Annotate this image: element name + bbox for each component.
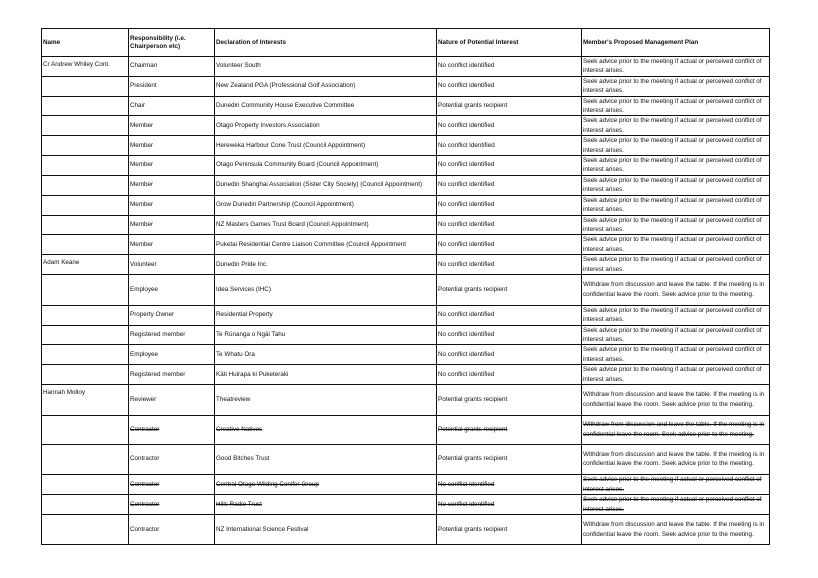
management-plan-cell: Withdraw from discussion and leave the table. If the meeting is in confidential leave the room. Seek advice prior to the meeting. [582, 444, 770, 475]
table-row [42, 365, 770, 385]
responsibility-cell: Contractor [129, 444, 215, 475]
nature-cell: No conflict identified [437, 305, 582, 325]
table-row [42, 415, 770, 444]
declaration-cell: Central Otago Wilding Conifer Group [215, 475, 437, 495]
member-name-cell [42, 444, 129, 475]
member-name-cell [42, 475, 129, 495]
nature-cell: Potential grants recipient [437, 274, 582, 305]
table-row [42, 116, 770, 136]
member-name-cell [42, 116, 129, 136]
table-row [42, 345, 770, 365]
management-plan-cell: Seek advice prior to the meeting if actual or perceived conflict of interest arises. [582, 305, 770, 325]
responsibility-cell: Contractor [129, 515, 215, 545]
table-row [42, 274, 770, 305]
declaration-cell: Te Whatu Ora [215, 345, 437, 365]
responsibility-cell: Property Owner [129, 305, 215, 325]
table-row [42, 195, 770, 215]
table-row [42, 475, 770, 495]
nature-cell: No conflict identified [437, 365, 582, 385]
nature-cell: No conflict identified [437, 57, 582, 77]
table-row [42, 175, 770, 195]
member-name-cell [42, 76, 129, 96]
responsibility-cell: Employee [129, 274, 215, 305]
responsibility-cell: Member [129, 116, 215, 136]
table-row [42, 384, 770, 415]
member-name-cell [42, 495, 129, 515]
declaration-cell: Otago Property Investors Association [215, 116, 437, 136]
member-name-cell [42, 136, 129, 156]
declaration-cell: Kāti Huirapa ki Puketeraki [215, 365, 437, 385]
declaration-cell: NZ Masters Games Trust Board (Council Appointment) [215, 215, 437, 235]
management-plan-cell: Seek advice prior to the meeting if actual or perceived conflict of interest arises. [582, 57, 770, 77]
declaration-cell: Idea Services (IHC) [215, 274, 437, 305]
member-name-cell [42, 235, 129, 255]
header-management-plan: Member's Proposed Management Plan [582, 29, 770, 57]
member-name-cell [42, 195, 129, 215]
header-declaration: Declaration of Interests [215, 29, 437, 57]
management-plan-cell: Seek advice prior to the meeting if actual or perceived conflict of interest arises. [582, 215, 770, 235]
nature-cell: No conflict identified [437, 195, 582, 215]
nature-cell: No conflict Identified [437, 136, 582, 156]
management-plan-cell: Seek advice prior to the meeting if actual or perceived conflict of interest arises. [582, 235, 770, 255]
management-plan-cell: Seek advice prior to the meeting if actual or perceived conflict of interest arises. [582, 96, 770, 116]
header-name: Name [42, 29, 129, 57]
responsibility-cell: Registered member [129, 365, 215, 385]
nature-cell: Potential grants recipient [437, 415, 582, 444]
declaration-cell: Dunedin Pride Inc. [215, 255, 437, 275]
responsibility-cell: Registered member [129, 325, 215, 345]
header-responsibility: Responsibility (i.e. Chairperson etc) [129, 29, 215, 57]
table-row [42, 444, 770, 475]
member-name-cell [42, 415, 129, 444]
responsibility-cell: Member [129, 235, 215, 255]
member-name-cell [42, 365, 129, 385]
nature-cell: No conflict identified [437, 76, 582, 96]
management-plan-cell: Seek advice prior to the meeting if actual or perceived conflict of interest arises. [582, 136, 770, 156]
table-row [42, 255, 770, 275]
nature-cell: No conflict identified [437, 156, 582, 176]
nature-cell: No conflict identified [437, 345, 582, 365]
responsibility-cell: Volunteer [129, 255, 215, 275]
responsibility-cell: Member [129, 175, 215, 195]
declaration-cell: NZ International Science Festival [215, 515, 437, 545]
management-plan-cell: Withdraw from discussion and leave the table. If the meeting is in confidential leave the room. Seek advice prior to the meeting. [582, 515, 770, 545]
responsibility-cell: Reviewer [129, 384, 215, 415]
table-row [42, 305, 770, 325]
member-name-cell: Adam Keane [42, 255, 129, 275]
member-name-cell [42, 274, 129, 305]
table-row [42, 495, 770, 515]
member-name-cell [42, 156, 129, 176]
member-name-cell [42, 96, 129, 116]
member-group [42, 57, 770, 255]
table-row [42, 156, 770, 176]
member-name-cell: Hannah Molloy [42, 384, 129, 415]
declaration-cell: Puketai Residential Centre Liaison Committee (Council Appointment [215, 235, 437, 255]
nature-cell: No conflict identified [437, 175, 582, 195]
table-row [42, 325, 770, 345]
nature-cell: No conflict identified [437, 495, 582, 515]
responsibility-cell: Employee [129, 345, 215, 365]
responsibility-cell: Member [129, 136, 215, 156]
header-row [42, 29, 770, 57]
table-row [42, 515, 770, 545]
management-plan-cell: Seek advice prior to the meeting if actual or perceived conflict of interest arises. [582, 495, 770, 515]
declaration-cell: New Zealand PGA (Professional Golf Association) [215, 76, 437, 96]
responsibility-cell: Member [129, 215, 215, 235]
responsibility-cell: President [129, 76, 215, 96]
management-plan-cell: Seek advice prior to the meeting if actual or perceived conflict of interest arises. [582, 76, 770, 96]
nature-cell: No conflict identified [437, 116, 582, 136]
nature-cell: Potential grants recipient [437, 515, 582, 545]
table-row [42, 76, 770, 96]
responsibility-cell: Chair [129, 96, 215, 116]
member-group [42, 384, 770, 544]
table-row [42, 235, 770, 255]
management-plan-cell: Seek advice prior to the meeting if actual or perceived conflict of interest arises. [582, 345, 770, 365]
member-group [42, 255, 770, 385]
nature-cell: No conflict identified [437, 325, 582, 345]
member-name-cell [42, 515, 129, 545]
header-nature: Nature of Potential Interest [437, 29, 582, 57]
member-name-cell [42, 325, 129, 345]
member-name-cell [42, 175, 129, 195]
table-row [42, 136, 770, 156]
responsibility-cell: Contractor [129, 475, 215, 495]
nature-cell: Potential grants recipient [437, 96, 582, 116]
responsibility-cell: Contractor [129, 495, 215, 515]
management-plan-cell: Withdraw from discussion and leave the table. If the meeting is in confidential leave the room. Seek advice prior to the meeting. [582, 415, 770, 444]
member-name-cell [42, 345, 129, 365]
table-row [42, 96, 770, 116]
management-plan-cell: Seek advice prior to the meeting if actual or perceived conflict of interest arises. [582, 116, 770, 136]
management-plan-cell: Withdraw from discussion and leave the table. If the meeting is in confidential leave the room. Seek advice prior to the meeting. [582, 384, 770, 415]
declaration-cell: Dunedin Community House Executive Committee [215, 96, 437, 116]
management-plan-cell: Seek advice prior to the meeting if actual or perceived conflict of interest arises. [582, 255, 770, 275]
declaration-cell: Otago Peninsula Community Board (Council Appointment) [215, 156, 437, 176]
declaration-cell: Dunedin Shanghai Association (Sister City Society) (Council Appointment) [215, 175, 437, 195]
table-row [42, 57, 770, 77]
nature-cell: No conflict identified [437, 255, 582, 275]
management-plan-cell: Seek advice prior to the meeting if actual or perceived conflict of interest arises. [582, 175, 770, 195]
management-plan-cell: Seek advice prior to the meeting if actual or perceived conflict of interest arises. [582, 365, 770, 385]
interests-register-table [41, 28, 770, 545]
nature-cell: No conflict identified [437, 215, 582, 235]
responsibility-cell: Chairman [129, 57, 215, 77]
management-plan-cell: Withdraw from discussion and leave the table. If the meeting is in confidential leave the room. Seek advice prior to the meeting. [582, 274, 770, 305]
member-name-cell: Cr Andrew Whiley Cont. [42, 57, 129, 77]
member-name-cell [42, 215, 129, 235]
nature-cell: Potential grants recipient [437, 444, 582, 475]
declaration-cell: Grow Dunedin Partnership (Council Appointment) [215, 195, 437, 215]
declaration-cell: Residential Property [215, 305, 437, 325]
management-plan-cell: Seek advice prior to the meeting if actual or perceived conflict of interest arises. [582, 156, 770, 176]
responsibility-cell: Member [129, 156, 215, 176]
management-plan-cell: Seek advice prior to the meeting if actual or perceived conflict of interest arises. [582, 325, 770, 345]
declaration-cell: Creative Natives [215, 415, 437, 444]
management-plan-cell: Seek advice prior to the meeting if actual or perceived conflict of interest arises. [582, 195, 770, 215]
responsibility-cell: Contractor [129, 415, 215, 444]
table-row [42, 215, 770, 235]
nature-cell: No conflict identified [437, 235, 582, 255]
declaration-cell: Te Rūnanga o Ngāi Tahu [215, 325, 437, 345]
management-plan-cell: Seek advice prior to the meeting if actual or perceived conflict of interest arises. [582, 475, 770, 495]
nature-cell: No conflict identified [437, 475, 582, 495]
declaration-cell: Hereweka Harbour Cone Trust (Council Appointment) [215, 136, 437, 156]
declaration-cell: Theatreview [215, 384, 437, 415]
declaration-cell: Hills Radio Trust [215, 495, 437, 515]
nature-cell: Potential grants recipient [437, 384, 582, 415]
declaration-cell: Volunteer South [215, 57, 437, 77]
declaration-cell: Good Bitches Trust [215, 444, 437, 475]
responsibility-cell: Member [129, 195, 215, 215]
member-name-cell [42, 305, 129, 325]
